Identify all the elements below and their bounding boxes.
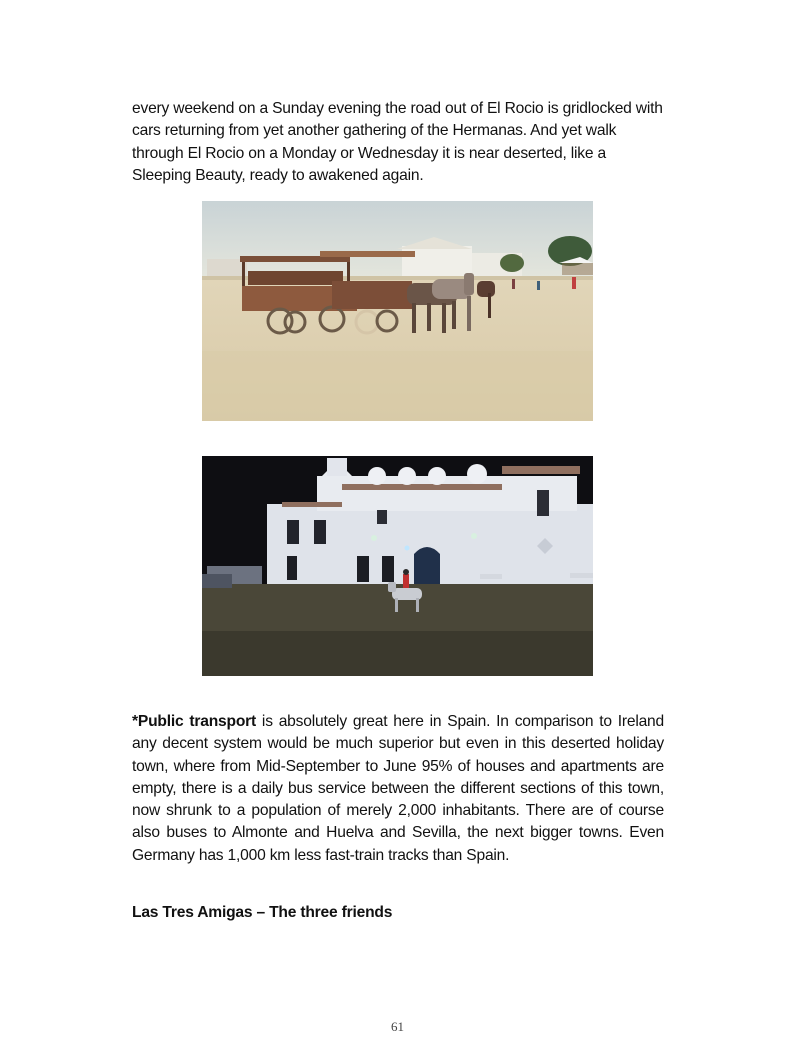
paragraph-el-rocio: every weekend on a Sunday evening the road out of El Rocio is gridlocked with cars returning from yet another gathering of the Hermanas. And yet walk through El Rocio on a Monday or Wednesday it is near deserted, like a Sleeping Beauty, ready to awakened again.: [132, 100, 663, 184]
public-transport-term: *Public transport: [132, 713, 257, 730]
page-number: 61: [391, 1019, 404, 1034]
paragraph-public-transport: [132, 711, 664, 867]
photo-horse-carriages: [202, 201, 593, 421]
public-transport-text: is absolutely great here in Spain. In comparison to Ireland any decent system would be much superior but even in this deserted holiday town, where from Mid-September to June 95% of houses and apartments are empty, there is a daily bus service between the different sections of this town, now shrunk to a population of merely 2,000 inhabitants. There are of course also buses to Almonte and Huelva and Sevilla, the next bigger towns. Even Germany has 1,000 km less fast-train tracks than Spain.: [132, 713, 665, 864]
photo-night-building-rider: [202, 456, 593, 676]
section-heading: Las Tres Amigas – The three friends: [132, 904, 393, 921]
